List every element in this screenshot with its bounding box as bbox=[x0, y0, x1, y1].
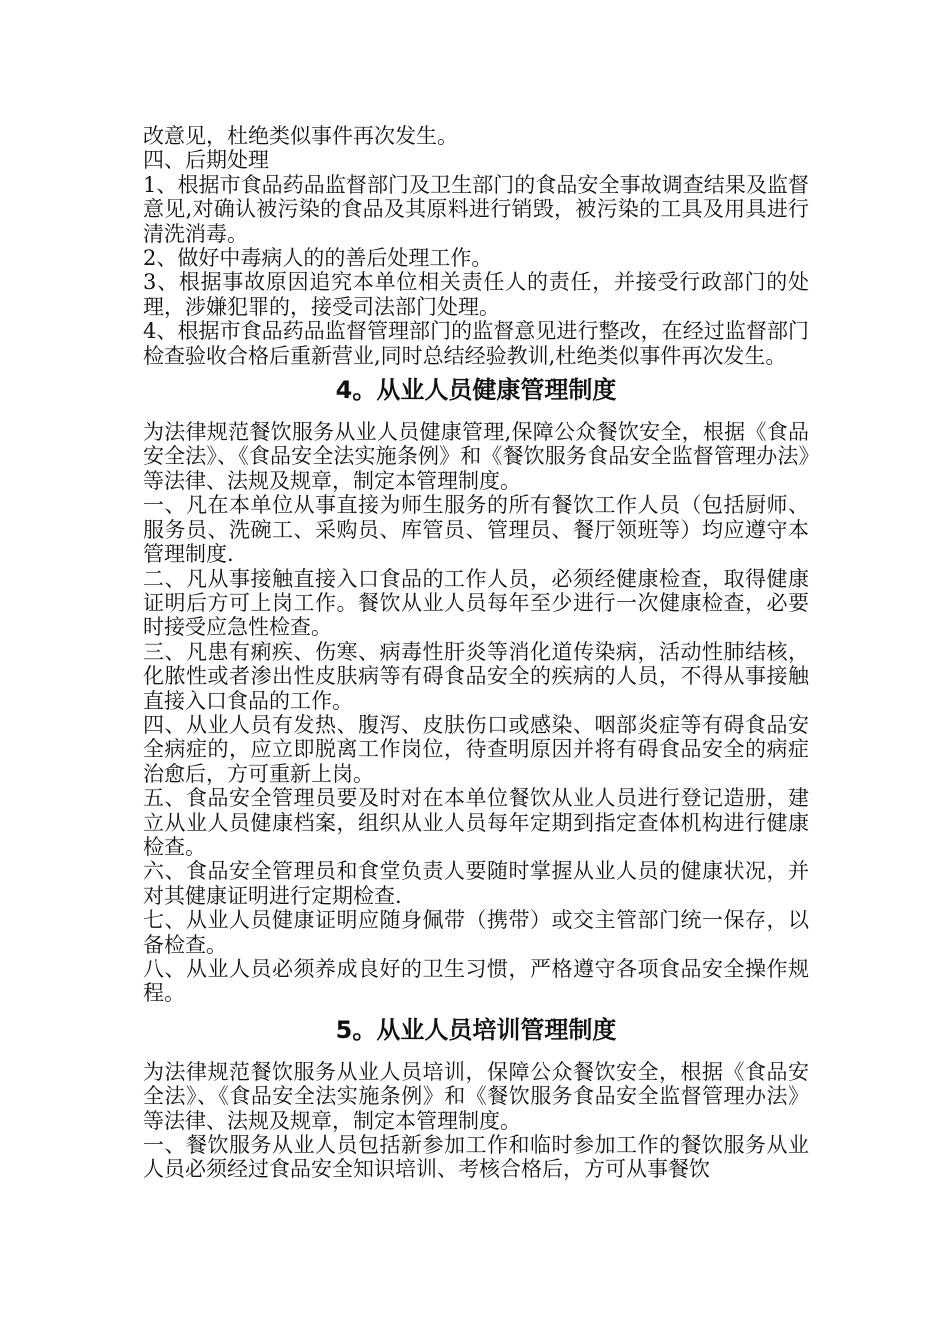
section-title: 4。从业人员健康管理制度 bbox=[335, 376, 617, 405]
paragraph: 五、食品安全管理员要及时对在本单位餐饮从业人员进行登记造册，建立从业人员健康档案，组织从业人员每年定期到指定查体机构进行健康检查。 bbox=[143, 786, 809, 859]
paragraph: 4、根据市食品药品监督管理部门的监督意见进行整改，在经过监督部门检查验收合格后重新营业,同时总结经验教训,杜绝类似事件再次发生。 bbox=[143, 319, 809, 368]
paragraph: 2、做好中毒病人的的善后处理工作。 bbox=[143, 246, 493, 271]
paragraph: 改意见，杜绝类似事件再次发生。 bbox=[143, 124, 458, 148]
section-health-management bbox=[143, 368, 809, 1006]
subheading-post-handling: 四、后期处理 bbox=[143, 148, 269, 173]
paragraph: 一、凡在本单位从事直接为师生服务的所有餐饮工作人员（包括厨师、服务员、洗碗工、采购员、库管员、管理员、餐厅领班等）均应遵守本管理制度. bbox=[143, 493, 809, 567]
paragraph: 四、从业人员有发热、腹泻、皮肤伤口或感染、咽部炎症等有碍食品安全病症的，应立即脱离工作岗位，待查明原因并将有碍食品安全的病症治愈后，方可重新上岗。 bbox=[143, 712, 809, 786]
section-training-management bbox=[143, 1006, 809, 1182]
paragraph: 六、食品安全管理员和食堂负责人要随时掌握从业人员的健康状况，并对其健康证明进行定期检查. bbox=[143, 859, 809, 908]
paragraph: 1、根据市食品药品监督部门及卫生部门的食品安全事故调查结果及监督意见,对确认被污染的食品及其原料进行销毁，被污染的工具及用具进行清洗消毒。 bbox=[143, 172, 809, 246]
paragraph: 为法律规范餐饮服务从业人员健康管理,保障公众餐饮安全，根据《食品安全法》、《食品安全法实施条例》和《餐饮服务食品安全监督管理办法》等法律、法规及规章，制定本管理制度。 bbox=[143, 420, 809, 493]
paragraph: 七、从业人员健康证明应随身佩带（携带）或交主管部门统一保存，以备检查。 bbox=[143, 908, 809, 957]
paragraph: 为法律规范餐饮服务从业人员培训，保障公众餐饮安全，根据《食品安全法》、《食品安全法实施条例》和《餐饮服务食品安全监督管理办法》等法律、法规及规章，制定本管理制度。 bbox=[143, 1059, 809, 1133]
paragraph: 一、餐饮服务从业人员包括新参加工作和临时参加工作的餐饮服务从业人员必须经过食品安全知识培训、考核合格后，方可从事餐饮 bbox=[143, 1133, 809, 1182]
paragraph: 三、凡患有痢疾、伤寒、病毒性肝炎等消化道传染病，活动性肺结核，化脓性或者渗出性皮肤病等有碍食品安全的疾病的人员，不得从事接触直接入口食品的工作。 bbox=[143, 639, 809, 713]
section-title: 5。从业人员培训管理制度 bbox=[335, 1015, 617, 1044]
paragraph: 二、凡从事接触直接入口食品的工作人员，必须经健康检查，取得健康证明后方可上岗工作。餐饮从业人员每年至少进行一次健康检查，必要时接受应急性检查。 bbox=[143, 566, 809, 640]
paragraph: 3、根据事故原因追究本单位相关责任人的责任，并接受行政部门的处理，涉嫌犯罪的，接受司法部门处理。 bbox=[143, 270, 809, 319]
section-intro bbox=[143, 124, 809, 368]
document-page bbox=[143, 124, 809, 1182]
paragraph: 八、从业人员必须养成良好的卫生习惯，严格遵守各项食品安全操作规程。 bbox=[143, 957, 809, 1006]
